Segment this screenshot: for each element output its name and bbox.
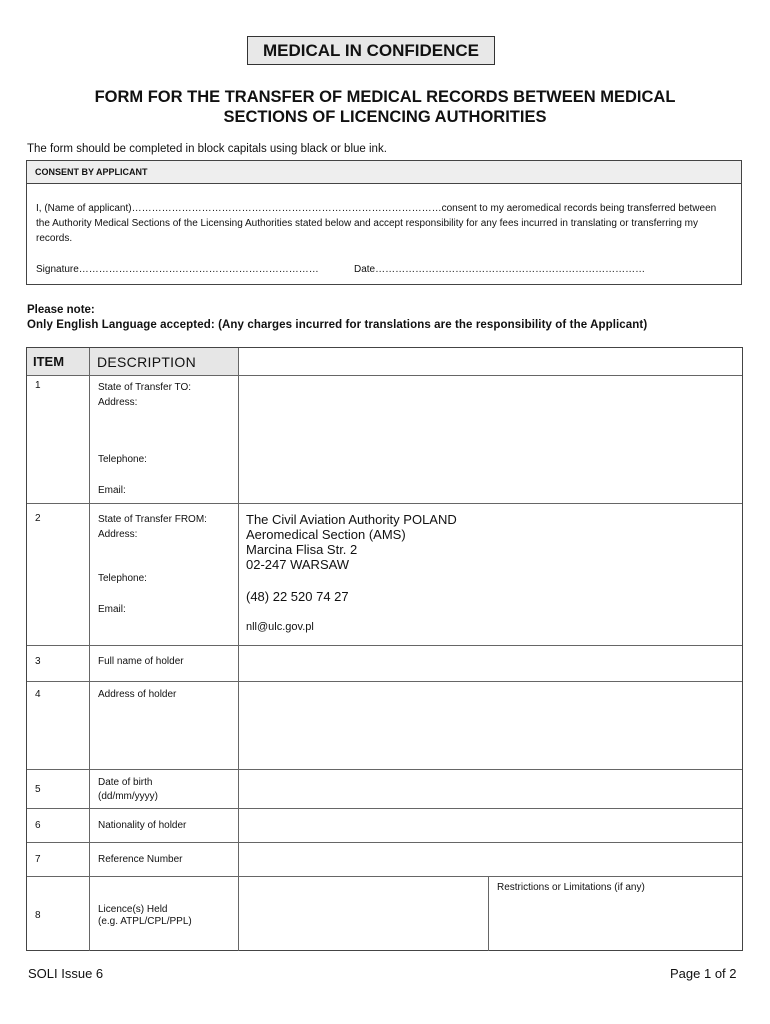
form-title xyxy=(20,87,750,127)
form-title-line1: FORM FOR THE TRANSFER OF MEDICAL RECORDS BETWEEN MEDICAL xyxy=(94,88,676,106)
licence-example-label: (e.g. ATPL/CPL/PPL) xyxy=(98,916,192,927)
form-instructions: The form should be completed in block capitals using black or blue ink. xyxy=(27,143,387,155)
page-number: Page 1 of 2 xyxy=(670,966,737,981)
restrictions-label: Restrictions or Limitations (if any) xyxy=(497,882,645,893)
transfer-to-state-label: State of Transfer TO: xyxy=(98,382,192,393)
form-title-line2: SECTIONS OF LICENCING AUTHORITIES xyxy=(223,108,547,126)
authority-phone: (48) 22 520 74 27 xyxy=(246,589,349,604)
consent-heading: CONSENT BY APPLICANT xyxy=(27,161,741,184)
transfer-from-address-label: Address: xyxy=(98,529,138,540)
holder-address-field[interactable] xyxy=(239,682,742,769)
authority-street: Marcina Flisa Str. 2 xyxy=(246,542,358,557)
transfer-from-state-label: State of Transfer FROM: xyxy=(98,514,207,525)
transfer-to-address-label: Address: xyxy=(98,397,138,408)
nationality-label: Nationality of holder xyxy=(98,820,187,831)
authority-city: 02-247 WARSAW xyxy=(246,557,350,572)
row-divider xyxy=(27,503,742,504)
signature-field[interactable]: Signature……………………………………………………………… xyxy=(36,264,319,275)
row-number: 7 xyxy=(35,854,41,865)
transfer-from-email-label: Email: xyxy=(98,604,126,615)
licence-held-field[interactable] xyxy=(239,877,488,951)
transfer-to-entry-field[interactable] xyxy=(239,376,742,503)
row-number: 5 xyxy=(35,784,41,795)
restrictions-field[interactable] xyxy=(489,896,742,951)
reference-number-field[interactable] xyxy=(239,843,742,876)
consent-section xyxy=(26,160,742,285)
transfer-to-telephone-label: Telephone: xyxy=(98,454,147,465)
licence-held-label: Licence(s) Held xyxy=(98,904,168,915)
records-table xyxy=(26,347,743,951)
reference-number-label: Reference Number xyxy=(98,854,183,865)
transfer-to-email-label: Email: xyxy=(98,485,126,496)
row-number: 1 xyxy=(35,380,41,391)
authority-email: nll@ulc.gov.pl xyxy=(246,621,314,633)
date-of-birth-field[interactable] xyxy=(239,770,742,808)
issue-label: SOLI Issue 6 xyxy=(28,966,104,981)
note-heading: Please note: xyxy=(27,304,95,316)
row-number: 2 xyxy=(35,513,41,524)
holder-address-label: Address of holder xyxy=(98,689,177,700)
confidential-label: MEDICAL IN CONFIDENCE xyxy=(247,36,495,65)
column-header-description: DESCRIPTION xyxy=(97,354,196,370)
nationality-field[interactable] xyxy=(239,809,742,842)
row-number: 8 xyxy=(35,910,41,921)
transfer-from-telephone-label: Telephone: xyxy=(98,573,147,584)
authority-section: Aeromedical Section (AMS) xyxy=(246,527,406,542)
full-name-field[interactable] xyxy=(239,646,742,681)
date-format-label: (dd/mm/yyyy) xyxy=(98,791,158,802)
full-name-label: Full name of holder xyxy=(98,656,184,667)
authority-name: The Civil Aviation Authority POLAND xyxy=(246,512,457,527)
date-of-birth-label: Date of birth xyxy=(98,777,153,788)
row-number: 3 xyxy=(35,656,41,667)
date-field[interactable]: Date……………………………………………………………………… xyxy=(354,264,646,275)
row-number: 4 xyxy=(35,689,41,700)
note-language: Only English Language accepted: (Any charges incurred for translations are the responsibility of the Applicant) xyxy=(27,319,648,331)
row-number: 6 xyxy=(35,820,41,831)
column-header-item: ITEM xyxy=(33,354,65,369)
column-divider-item xyxy=(89,348,90,951)
consent-text: I, (Name of applicant)…………………………………………………………………………………consent to my aeromedical records being transferred between the Authority Medical Sections of the Licensing Authorities stated below and accept responsibility for any fees incurred in translating or transferring my records. xyxy=(36,203,717,244)
